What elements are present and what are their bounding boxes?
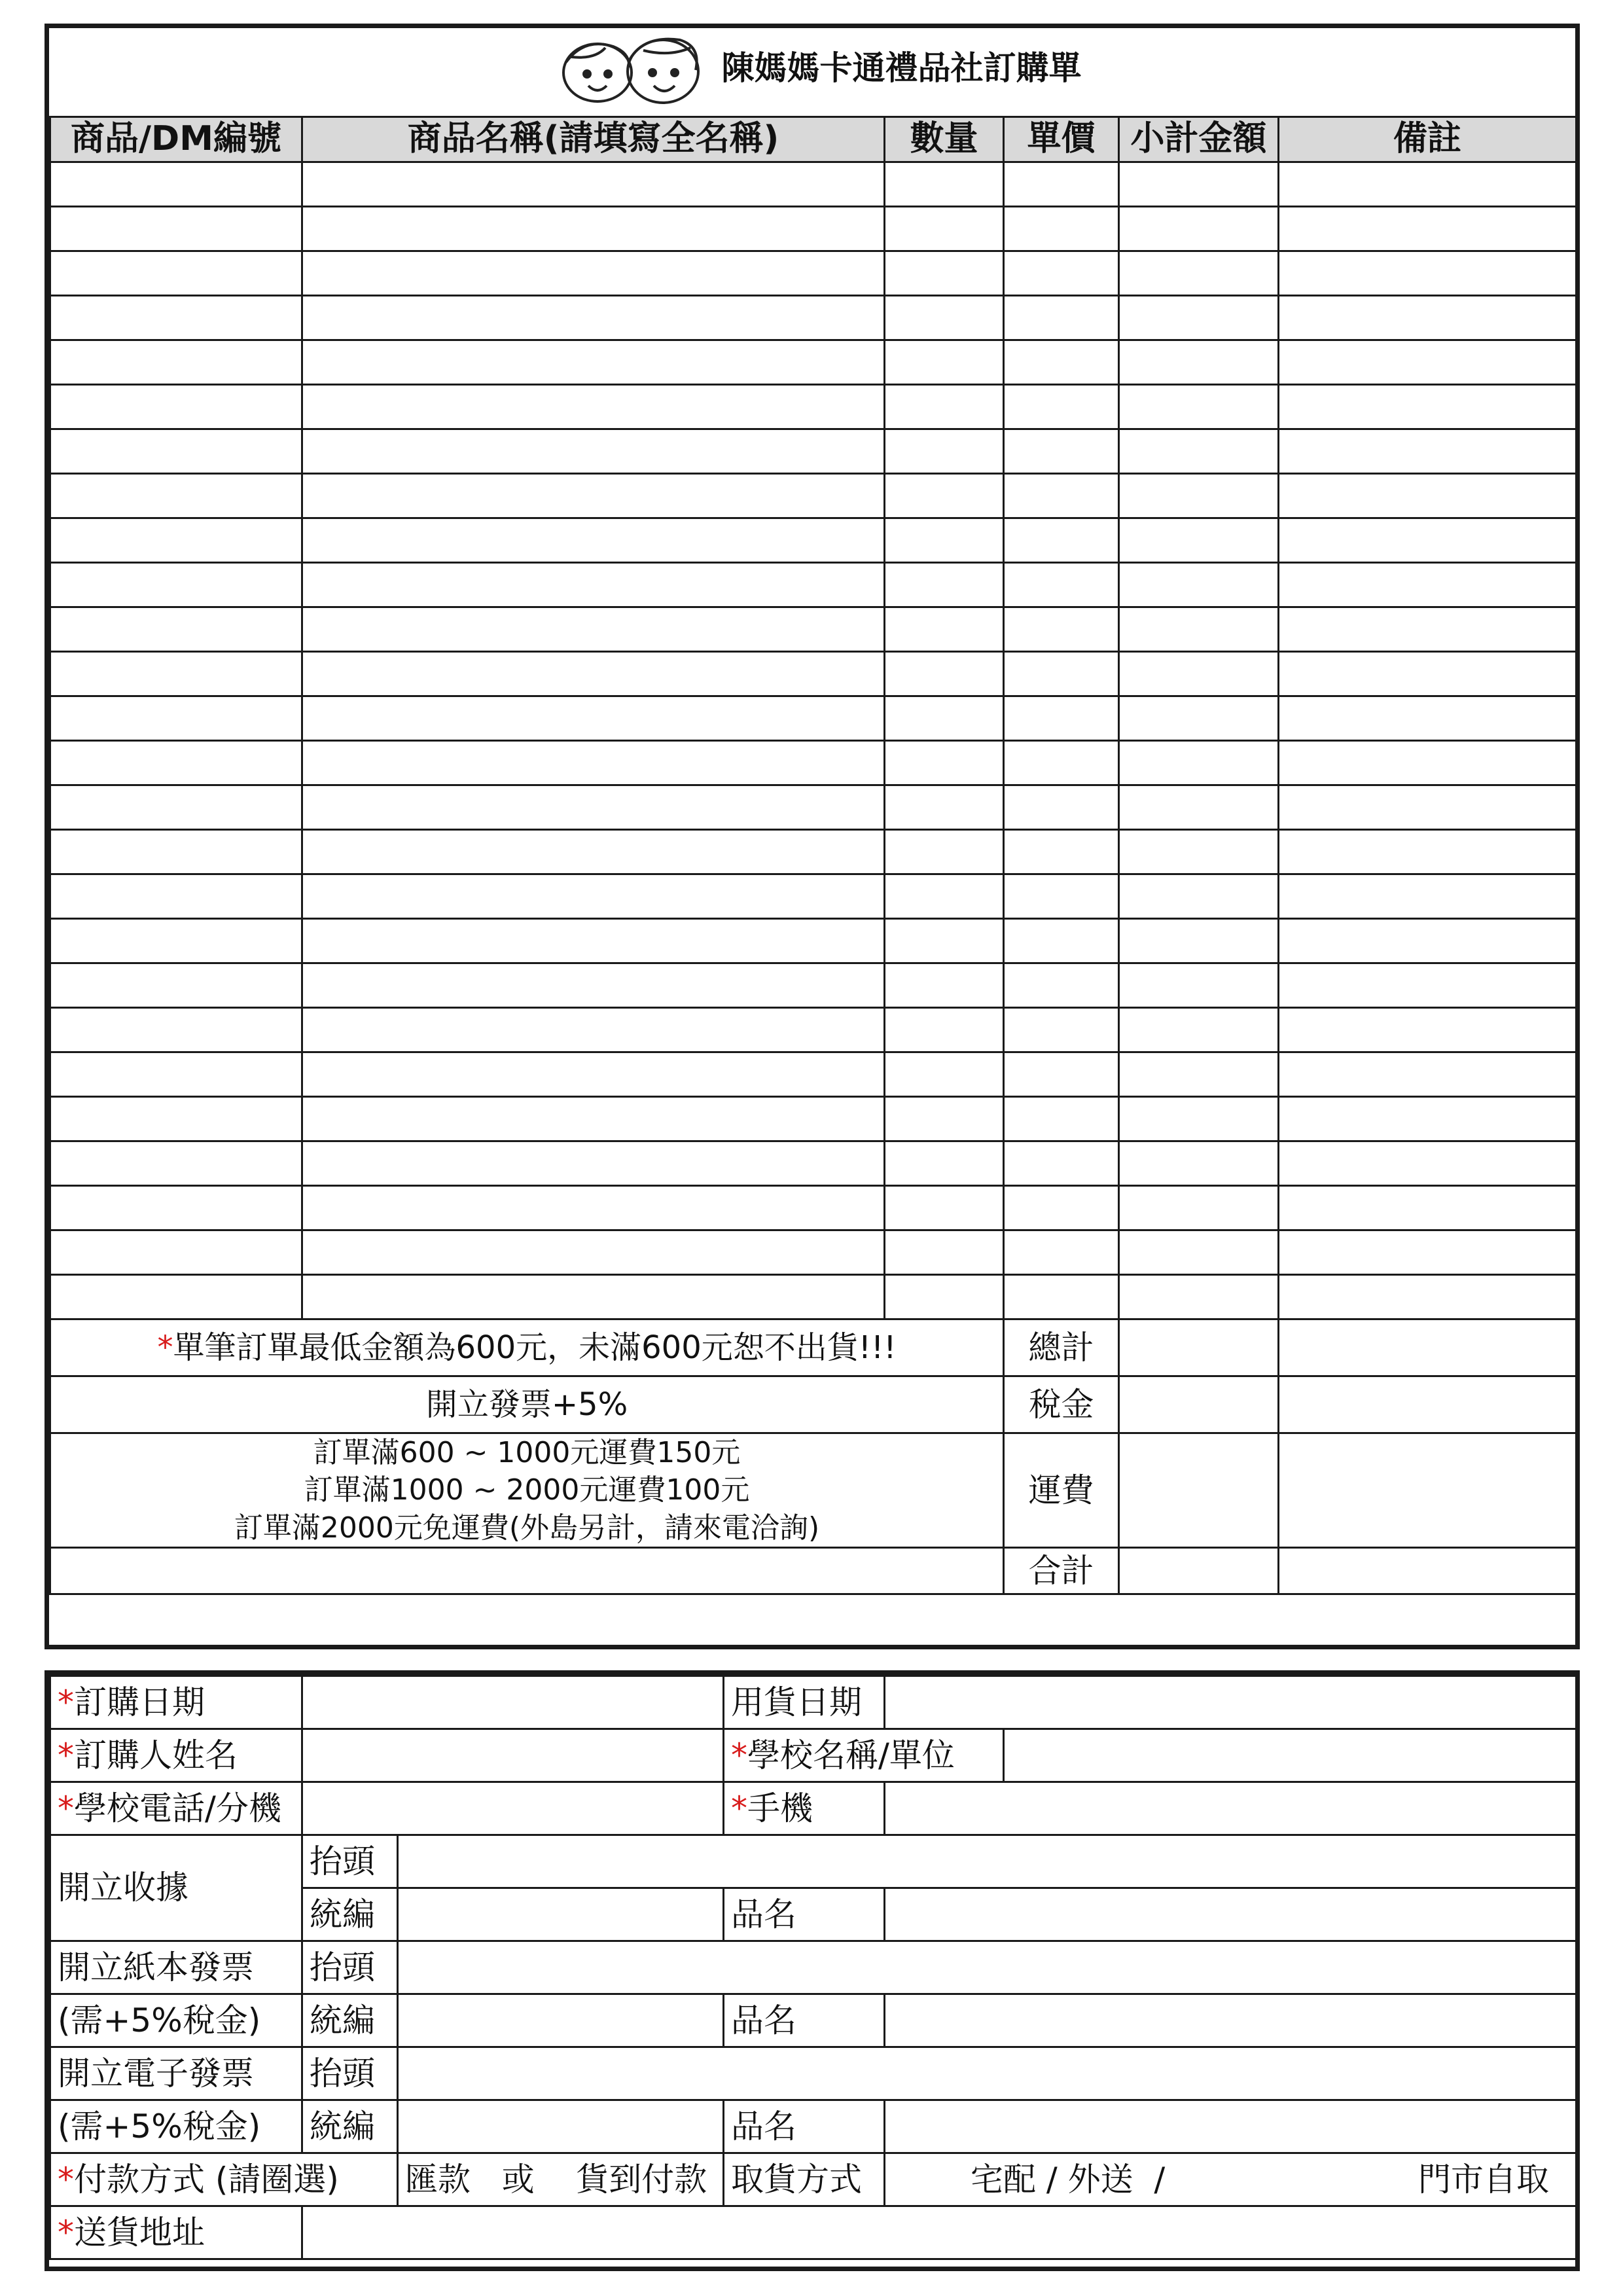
total-amount-cell[interactable] <box>1119 1319 1279 1376</box>
product-code-cell[interactable] <box>50 518 302 563</box>
item-row <box>50 1230 1577 1275</box>
unit-price-cell[interactable] <box>1004 607 1119 652</box>
unit-price-cell[interactable] <box>1004 874 1119 919</box>
item-row <box>50 474 1577 518</box>
remarks-cell[interactable] <box>1279 563 1577 607</box>
item-row <box>50 741 1577 785</box>
subtotal-cell[interactable] <box>1119 474 1279 518</box>
product-code-cell[interactable] <box>50 296 302 340</box>
quantity-cell[interactable] <box>885 429 1004 474</box>
payment-row <box>50 2153 1577 2206</box>
product-name-cell[interactable] <box>302 385 885 429</box>
school-name-text: 學校名稱/單位 <box>747 1736 955 1774</box>
tax-row <box>50 1376 1577 1433</box>
product-code-cell[interactable] <box>50 251 302 296</box>
required-star: * <box>58 2213 74 2251</box>
quantity-cell[interactable] <box>885 874 1004 919</box>
grand-total-amount-cell[interactable] <box>1119 1548 1279 1594</box>
product-code-cell[interactable] <box>50 340 302 385</box>
receipt-product-field[interactable] <box>885 1888 1577 1941</box>
payment-method-text: 付款方式 (請圈選) <box>74 2160 339 2198</box>
product-name-cell[interactable] <box>302 1097 885 1141</box>
unit-price-cell[interactable] <box>1004 652 1119 696</box>
quantity-cell[interactable] <box>885 696 1004 741</box>
address-row <box>50 2206 1577 2259</box>
product-name-cell[interactable] <box>302 785 885 830</box>
product-name-cell[interactable] <box>302 1275 885 1319</box>
unit-price-cell[interactable] <box>1004 1186 1119 1230</box>
mobile-text: 手機 <box>747 1789 813 1827</box>
unit-price-cell[interactable] <box>1004 741 1119 785</box>
product-code-cell[interactable] <box>50 696 302 741</box>
pickup-store-option[interactable]: 門市自取 <box>1418 2160 1549 2198</box>
e-invoice-header-label: 抬頭 <box>302 2047 398 2100</box>
remarks-cell[interactable] <box>1279 474 1577 518</box>
item-rows <box>50 162 1577 1319</box>
item-row <box>50 518 1577 563</box>
product-name-cell[interactable] <box>302 162 885 207</box>
product-code-cell[interactable] <box>50 1275 302 1319</box>
subtotal-cell[interactable] <box>1119 251 1279 296</box>
unit-price-cell[interactable] <box>1004 1008 1119 1052</box>
quantity-cell[interactable] <box>885 1097 1004 1141</box>
product-code-cell[interactable] <box>50 563 302 607</box>
e-invoice-tax-note: (需+5%稅金) <box>50 2100 302 2153</box>
school-name-field[interactable] <box>1004 1729 1577 1782</box>
subtotal-cell[interactable] <box>1119 696 1279 741</box>
subtotal-cell[interactable] <box>1119 1097 1279 1141</box>
paper-invoice-tax-id-field[interactable] <box>398 1994 724 2047</box>
unit-price-cell[interactable] <box>1004 1275 1119 1319</box>
product-name-cell[interactable] <box>302 340 885 385</box>
subtotal-cell[interactable] <box>1119 1008 1279 1052</box>
item-row <box>50 830 1577 874</box>
subtotal-cell[interactable] <box>1119 207 1279 251</box>
subtotal-cell[interactable] <box>1119 429 1279 474</box>
product-code-cell[interactable] <box>50 874 302 919</box>
title-bar <box>50 28 1577 117</box>
tax-label: 稅金 <box>1004 1376 1119 1433</box>
remarks-cell[interactable] <box>1279 162 1577 207</box>
phone-row <box>50 1782 1577 1835</box>
grand-total-row <box>50 1548 1577 1594</box>
quantity-cell[interactable] <box>885 1141 1004 1186</box>
orderer-name-text: 訂購人姓名 <box>74 1736 238 1774</box>
invoice-note: 開立發票+5% <box>50 1376 1004 1433</box>
grand-total-remarks-cell[interactable] <box>1279 1548 1577 1594</box>
product-name-cell[interactable] <box>302 518 885 563</box>
unit-price-cell[interactable] <box>1004 1097 1119 1141</box>
total-label: 總計 <box>1004 1319 1119 1376</box>
quantity-cell[interactable] <box>885 963 1004 1008</box>
product-name-cell[interactable] <box>302 830 885 874</box>
required-star: * <box>58 2160 74 2198</box>
receipt-product-label: 品名 <box>724 1888 885 1941</box>
remarks-cell[interactable] <box>1279 741 1577 785</box>
tax-remarks-cell[interactable] <box>1279 1376 1577 1433</box>
subtotal-cell[interactable] <box>1119 1275 1279 1319</box>
unit-price-cell[interactable] <box>1004 251 1119 296</box>
customer-info-table <box>49 1675 1577 2260</box>
unit-price-cell[interactable] <box>1004 162 1119 207</box>
paper-invoice-header-label: 抬頭 <box>302 1941 398 1994</box>
item-row <box>50 607 1577 652</box>
unit-price-cell[interactable] <box>1004 385 1119 429</box>
remarks-cell[interactable] <box>1279 696 1577 741</box>
shipping-note-1: 訂單滿600 ~ 1000元運費150元 <box>313 1436 741 1470</box>
item-row <box>50 963 1577 1008</box>
product-name-cell[interactable] <box>302 1008 885 1052</box>
unit-price-cell[interactable] <box>1004 696 1119 741</box>
quantity-cell[interactable] <box>885 607 1004 652</box>
subtotal-cell[interactable] <box>1119 340 1279 385</box>
product-code-cell[interactable] <box>50 1008 302 1052</box>
e-invoice-label: 開立電子發票 <box>50 2047 302 2100</box>
e-invoice-tax-id-label: 統編 <box>302 2100 398 2153</box>
paper-invoice-product-label: 品名 <box>724 1994 885 2047</box>
use-date-label: 用貨日期 <box>724 1676 885 1729</box>
col-product-name: 商品名稱(請填寫全名稱) <box>302 117 885 162</box>
use-date-field[interactable] <box>885 1676 1577 1729</box>
product-code-cell[interactable] <box>50 785 302 830</box>
receipt-header-label: 抬頭 <box>302 1835 398 1888</box>
receipt-header-field[interactable] <box>398 1835 1577 1888</box>
item-row <box>50 162 1577 207</box>
subtotal-cell[interactable] <box>1119 963 1279 1008</box>
required-star: * <box>58 1789 74 1827</box>
orderer-name-field[interactable] <box>302 1729 724 1782</box>
paper-invoice-tax-note: (需+5%稅金) <box>50 1994 302 2047</box>
school-name-label <box>724 1729 1004 1782</box>
item-row <box>50 340 1577 385</box>
address-label <box>50 2206 302 2259</box>
unit-price-cell[interactable] <box>1004 518 1119 563</box>
quantity-cell[interactable] <box>885 340 1004 385</box>
receipt-tax-id-field[interactable] <box>398 1888 724 1941</box>
item-row <box>50 1275 1577 1319</box>
tax-amount-cell[interactable] <box>1119 1376 1279 1433</box>
unit-price-cell[interactable] <box>1004 296 1119 340</box>
quantity-cell[interactable] <box>885 1230 1004 1275</box>
receipt-row-1 <box>50 1835 1577 1888</box>
subtotal-cell[interactable] <box>1119 563 1279 607</box>
quantity-cell[interactable] <box>885 474 1004 518</box>
remarks-cell[interactable] <box>1279 1008 1577 1052</box>
item-row <box>50 1097 1577 1141</box>
product-name-cell[interactable] <box>302 1052 885 1097</box>
product-name-cell[interactable] <box>302 1141 885 1186</box>
unit-price-cell[interactable] <box>1004 919 1119 963</box>
product-name-cell[interactable] <box>302 607 885 652</box>
item-row <box>50 429 1577 474</box>
product-name-cell[interactable] <box>302 429 885 474</box>
item-row <box>50 696 1577 741</box>
pickup-options[interactable] <box>885 2153 1577 2206</box>
paper-invoice-label: 開立紙本發票 <box>50 1941 302 1994</box>
shipping-row <box>50 1433 1577 1548</box>
product-code-cell[interactable] <box>50 1052 302 1097</box>
subtotal-cell[interactable] <box>1119 607 1279 652</box>
product-code-cell[interactable] <box>50 963 302 1008</box>
subtotal-cell[interactable] <box>1119 296 1279 340</box>
address-field[interactable] <box>302 2206 1577 2259</box>
quantity-cell[interactable] <box>885 1186 1004 1230</box>
remarks-cell[interactable] <box>1279 1275 1577 1319</box>
quantity-cell[interactable] <box>885 251 1004 296</box>
required-star: * <box>731 1736 747 1774</box>
subtotal-cell[interactable] <box>1119 1186 1279 1230</box>
grand-total-label: 合計 <box>1004 1548 1119 1594</box>
item-row <box>50 919 1577 963</box>
product-name-cell[interactable] <box>302 251 885 296</box>
subtotal-cell[interactable] <box>1119 1052 1279 1097</box>
remarks-cell[interactable] <box>1279 518 1577 563</box>
item-row <box>50 785 1577 830</box>
remarks-cell[interactable] <box>1279 340 1577 385</box>
unit-price-cell[interactable] <box>1004 1230 1119 1275</box>
order-date-field[interactable] <box>302 1676 724 1729</box>
quantity-cell[interactable] <box>885 563 1004 607</box>
product-code-cell[interactable] <box>50 429 302 474</box>
product-name-cell[interactable] <box>302 563 885 607</box>
remarks-cell[interactable] <box>1279 207 1577 251</box>
grand-total-blank <box>50 1548 1004 1594</box>
shipping-remarks-cell[interactable] <box>1279 1433 1577 1548</box>
item-row <box>50 1008 1577 1052</box>
col-remarks: 備註 <box>1279 117 1577 162</box>
item-row <box>50 1052 1577 1097</box>
shipping-notes <box>50 1433 1004 1548</box>
remarks-cell[interactable] <box>1279 607 1577 652</box>
form-title: 陳媽媽卡通禮品社訂購單 <box>721 49 1082 87</box>
school-phone-field[interactable] <box>302 1782 724 1835</box>
subtotal-cell[interactable] <box>1119 1141 1279 1186</box>
min-order-text: 單筆訂單最低金額為600元，未滿600元恕不出貨!!! <box>173 1329 897 1366</box>
order-date-row <box>50 1676 1577 1729</box>
total-remarks-cell[interactable] <box>1279 1319 1577 1376</box>
required-star: * <box>731 1789 747 1827</box>
receipt-label: 開立收據 <box>50 1835 302 1941</box>
remarks-cell[interactable] <box>1279 1186 1577 1230</box>
pickup-method-label: 取貨方式 <box>724 2153 885 2206</box>
item-row <box>50 1186 1577 1230</box>
unit-price-cell[interactable] <box>1004 207 1119 251</box>
item-row <box>50 563 1577 607</box>
item-row <box>50 652 1577 696</box>
unit-price-cell[interactable] <box>1004 830 1119 874</box>
subtotal-cell[interactable] <box>1119 919 1279 963</box>
product-code-cell[interactable] <box>50 1186 302 1230</box>
unit-price-cell[interactable] <box>1004 474 1119 518</box>
product-name-cell[interactable] <box>302 207 885 251</box>
product-name-cell[interactable] <box>302 963 885 1008</box>
product-name-cell[interactable] <box>302 1230 885 1275</box>
kids-faces-logo <box>545 31 715 107</box>
product-code-cell[interactable] <box>50 1141 302 1186</box>
column-headers <box>50 117 1577 162</box>
quantity-cell[interactable] <box>885 1008 1004 1052</box>
item-row <box>50 874 1577 919</box>
product-code-cell[interactable] <box>50 385 302 429</box>
product-name-cell[interactable] <box>302 652 885 696</box>
unit-price-cell[interactable] <box>1004 563 1119 607</box>
remarks-cell[interactable] <box>1279 785 1577 830</box>
mobile-field[interactable] <box>885 1782 1577 1835</box>
order-date-text: 訂購日期 <box>74 1683 205 1721</box>
subtotal-cell[interactable] <box>1119 874 1279 919</box>
paper-invoice-row-2 <box>50 1994 1577 2047</box>
subtotal-cell[interactable] <box>1119 830 1279 874</box>
remarks-cell[interactable] <box>1279 1141 1577 1186</box>
quantity-cell[interactable] <box>885 652 1004 696</box>
quantity-cell[interactable] <box>885 830 1004 874</box>
paper-invoice-product-field[interactable] <box>885 1994 1577 2047</box>
subtotal-cell[interactable] <box>1119 741 1279 785</box>
unit-price-cell[interactable] <box>1004 429 1119 474</box>
product-name-cell[interactable] <box>302 696 885 741</box>
remarks-cell[interactable] <box>1279 251 1577 296</box>
subtotal-cell[interactable] <box>1119 518 1279 563</box>
remarks-cell[interactable] <box>1279 652 1577 696</box>
product-code-cell[interactable] <box>50 1230 302 1275</box>
quantity-cell[interactable] <box>885 1275 1004 1319</box>
col-subtotal: 小計金額 <box>1119 117 1279 162</box>
product-code-cell[interactable] <box>50 741 302 785</box>
e-invoice-row-1 <box>50 2047 1577 2100</box>
remarks-cell[interactable] <box>1279 1230 1577 1275</box>
unit-price-cell[interactable] <box>1004 1052 1119 1097</box>
unit-price-cell[interactable] <box>1004 340 1119 385</box>
product-name-cell[interactable] <box>302 741 885 785</box>
mobile-label <box>724 1782 885 1835</box>
product-code-cell[interactable] <box>50 474 302 518</box>
subtotal-cell[interactable] <box>1119 162 1279 207</box>
remarks-cell[interactable] <box>1279 963 1577 1008</box>
order-items-form <box>45 24 1580 1649</box>
orderer-row <box>50 1729 1577 1782</box>
orderer-name-label <box>50 1729 302 1782</box>
quantity-cell[interactable] <box>885 385 1004 429</box>
product-name-cell[interactable] <box>302 474 885 518</box>
order-date-label <box>50 1676 302 1729</box>
paper-invoice-header-field[interactable] <box>398 1941 1577 1994</box>
item-row <box>50 207 1577 251</box>
subtotal-cell[interactable] <box>1119 785 1279 830</box>
total-row <box>50 1319 1577 1376</box>
paper-invoice-row-1 <box>50 1941 1577 1994</box>
item-row <box>50 296 1577 340</box>
unit-price-cell[interactable] <box>1004 785 1119 830</box>
quantity-cell[interactable] <box>885 296 1004 340</box>
remarks-cell[interactable] <box>1279 429 1577 474</box>
required-star: * <box>58 1736 74 1774</box>
product-code-cell[interactable] <box>50 162 302 207</box>
col-quantity: 數量 <box>885 117 1004 162</box>
remarks-cell[interactable] <box>1279 296 1577 340</box>
remarks-cell[interactable] <box>1279 1097 1577 1141</box>
quantity-cell[interactable] <box>885 785 1004 830</box>
remarks-cell[interactable] <box>1279 1052 1577 1097</box>
col-unit-price: 單價 <box>1004 117 1119 162</box>
remarks-cell[interactable] <box>1279 919 1577 963</box>
product-name-cell[interactable] <box>302 919 885 963</box>
remarks-cell[interactable] <box>1279 385 1577 429</box>
paper-invoice-tax-id-label: 統編 <box>302 1994 398 2047</box>
required-star: * <box>157 1329 173 1366</box>
item-row <box>50 251 1577 296</box>
shipping-label: 運費 <box>1004 1433 1119 1548</box>
shipping-note-3: 訂單滿2000元免運費(外島另計，請來電洽詢) <box>234 1511 820 1545</box>
quantity-cell[interactable] <box>885 741 1004 785</box>
item-row <box>50 385 1577 429</box>
subtotal-cell[interactable] <box>1119 652 1279 696</box>
subtotal-cell[interactable] <box>1119 385 1279 429</box>
receipt-tax-id-label: 統編 <box>302 1888 398 1941</box>
product-name-cell[interactable] <box>302 874 885 919</box>
shipping-amount-cell[interactable] <box>1119 1433 1279 1548</box>
product-code-cell[interactable] <box>50 1097 302 1141</box>
subtotal-cell[interactable] <box>1119 1230 1279 1275</box>
address-text: 送貨地址 <box>74 2213 205 2251</box>
product-code-cell[interactable] <box>50 652 302 696</box>
e-invoice-header-field[interactable] <box>398 2047 1577 2100</box>
e-invoice-tax-id-field[interactable] <box>398 2100 724 2153</box>
payment-method-label <box>50 2153 398 2206</box>
payment-options[interactable]: 匯款 或 貨到付款 <box>398 2153 724 2206</box>
product-name-cell[interactable] <box>302 1186 885 1230</box>
items-table <box>49 28 1577 1595</box>
unit-price-cell[interactable] <box>1004 1141 1119 1186</box>
quantity-cell[interactable] <box>885 919 1004 963</box>
customer-info-form <box>45 1670 1580 2271</box>
product-name-cell[interactable] <box>302 296 885 340</box>
product-code-cell[interactable] <box>50 607 302 652</box>
quantity-cell[interactable] <box>885 518 1004 563</box>
item-row <box>50 1141 1577 1186</box>
quantity-cell[interactable] <box>885 162 1004 207</box>
required-star: * <box>58 1683 74 1721</box>
pickup-delivery-option[interactable]: 宅配 / 外送 / <box>971 2160 1166 2198</box>
e-invoice-product-label: 品名 <box>724 2100 885 2153</box>
e-invoice-row-2 <box>50 2100 1577 2153</box>
school-phone-label <box>50 1782 302 1835</box>
quantity-cell[interactable] <box>885 1052 1004 1097</box>
product-code-cell[interactable] <box>50 207 302 251</box>
remarks-cell[interactable] <box>1279 874 1577 919</box>
product-code-cell[interactable] <box>50 830 302 874</box>
shipping-note-2: 訂單滿1000 ~ 2000元運費100元 <box>304 1473 750 1507</box>
col-product-code: 商品/DM編號 <box>50 117 302 162</box>
unit-price-cell[interactable] <box>1004 963 1119 1008</box>
remarks-cell[interactable] <box>1279 830 1577 874</box>
min-order-notice <box>50 1319 1004 1376</box>
school-phone-text: 學校電話/分機 <box>74 1789 281 1827</box>
quantity-cell[interactable] <box>885 207 1004 251</box>
e-invoice-product-field[interactable] <box>885 2100 1577 2153</box>
product-code-cell[interactable] <box>50 919 302 963</box>
